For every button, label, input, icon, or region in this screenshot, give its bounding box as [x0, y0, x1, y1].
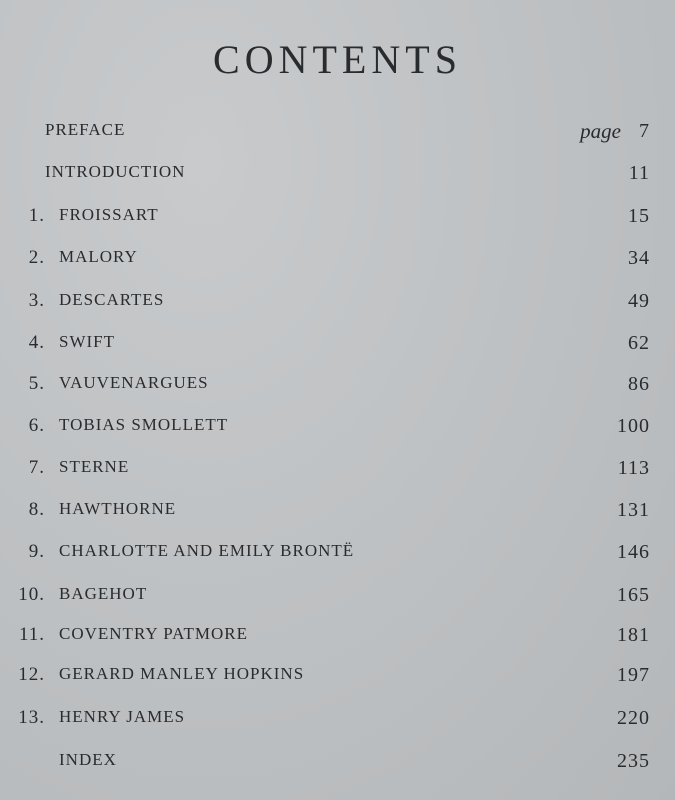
chapter-number: 12.: [18, 664, 45, 685]
toc-entry-chapter: [0, 541, 675, 571]
toc-entry-chapter: [0, 457, 675, 487]
toc-entry-label: TOBIAS SMOLLETT: [59, 415, 229, 434]
toc-entry-label: STERNE: [59, 457, 130, 476]
toc-entry-label: DESCARTES: [59, 290, 165, 309]
toc-entry-chapter: [0, 247, 675, 277]
toc-entry-page: 100: [617, 415, 650, 437]
toc-entry-chapter: [0, 290, 675, 320]
toc-entry-chapter: [0, 584, 675, 614]
toc-entry-page: 62: [628, 332, 650, 354]
toc-entry-page: 15: [628, 205, 650, 227]
chapter-number: 10.: [18, 584, 45, 605]
toc-entry-label: PREFACE: [45, 120, 126, 139]
toc-entry-label: SWIFT: [59, 332, 115, 351]
toc-entry-label: CHARLOTTE AND EMILY BRONTË: [59, 541, 355, 560]
toc-entry-chapter: [0, 664, 675, 694]
toc-entry-label: VAUVENARGUES: [59, 373, 209, 392]
toc-entry-label: GERARD MANLEY HOPKINS: [59, 664, 305, 683]
toc-entry-introduction: [0, 162, 675, 192]
toc-entry-chapter: [0, 205, 675, 235]
toc-entry-chapter: [0, 415, 675, 445]
toc-entry-page: 131: [617, 499, 650, 521]
chapter-number: 8.: [28, 499, 45, 520]
toc-entry-label: HAWTHORNE: [59, 499, 177, 518]
chapter-number: 4.: [28, 332, 45, 353]
toc-entry-label: INTRODUCTION: [45, 162, 186, 181]
toc-entry-label: MALORY: [59, 247, 138, 266]
toc-entry-preface: [0, 120, 675, 150]
toc-entry-chapter: [0, 707, 675, 737]
page-word: page: [580, 119, 621, 143]
toc-entry-page: 11: [628, 162, 650, 184]
toc-entry-chapter: [0, 332, 675, 362]
toc-entry-page: 220: [617, 707, 650, 729]
toc-entry-page: 197: [617, 664, 650, 686]
toc-entry-label: INDEX: [59, 750, 117, 769]
toc-entry-page: 235: [617, 750, 650, 772]
toc-entry-page: 7: [639, 120, 650, 142]
chapter-number: 9.: [28, 541, 45, 562]
chapter-number: 1.: [28, 205, 45, 226]
toc-entry-label: FROISSART: [59, 205, 159, 224]
chapter-number: 2.: [28, 247, 45, 268]
toc-entry-page: 34: [628, 247, 650, 269]
page-title: CONTENTS: [213, 37, 462, 82]
chapter-number: 7.: [28, 457, 45, 478]
toc-entry-chapter: [0, 373, 675, 403]
toc-entry-page: 181: [617, 624, 650, 646]
toc-entry-chapter: [0, 624, 675, 654]
chapter-number: 5.: [28, 373, 45, 394]
toc-entry-page: 146: [617, 541, 650, 563]
toc-entry-chapter: [0, 499, 675, 529]
chapter-number: 11.: [18, 624, 45, 645]
toc-entry-page: 49: [628, 290, 650, 312]
toc-entry-label: BAGEHOT: [59, 584, 148, 603]
toc-entry-label: COVENTRY PATMORE: [59, 624, 249, 643]
toc-entry-index: [0, 750, 675, 780]
chapter-number: 13.: [18, 707, 45, 728]
chapter-number: 3.: [28, 290, 45, 311]
toc-entry-label: HENRY JAMES: [59, 707, 186, 726]
chapter-number: 6.: [28, 415, 45, 436]
toc-entry-page: 113: [617, 457, 650, 479]
toc-entry-page: 165: [617, 584, 650, 606]
toc-entry-page: 86: [628, 373, 650, 395]
